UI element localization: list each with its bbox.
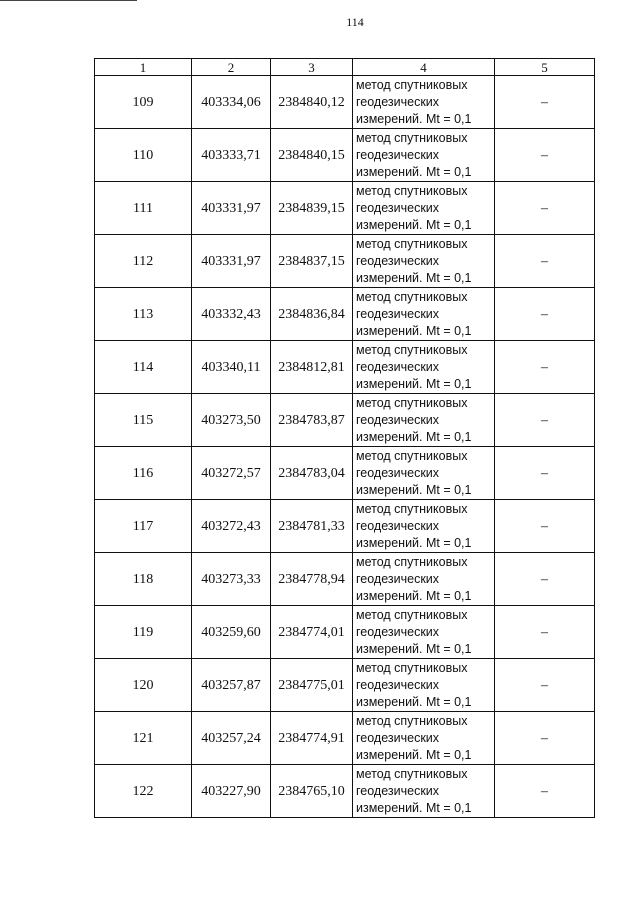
method-cell <box>353 553 495 606</box>
coordinate-x-cell: 403332,43 <box>192 288 271 341</box>
coordinate-x-cell: 403331,97 <box>192 182 271 235</box>
coordinates-table <box>94 58 595 818</box>
coordinate-y-cell: 2384783,04 <box>271 447 353 500</box>
method-line: геодезических <box>356 147 440 162</box>
method-line: геодезических <box>356 359 440 374</box>
method-line: метод спутниковых <box>356 607 468 622</box>
note-cell: – <box>495 447 595 500</box>
coordinate-x-cell: 403272,57 <box>192 447 271 500</box>
method-line: измерений. Mt = 0,1 <box>356 747 472 762</box>
method-line: геодезических <box>356 200 440 215</box>
point-number-cell: 112 <box>95 235 192 288</box>
coordinate-y-cell: 2384765,10 <box>271 765 353 818</box>
method-line: измерений. Mt = 0,1 <box>356 164 472 179</box>
coordinate-y-cell: 2384781,33 <box>271 500 353 553</box>
method-line: измерений. Mt = 0,1 <box>356 588 472 603</box>
point-number-cell: 109 <box>95 76 192 129</box>
method-cell <box>353 394 495 447</box>
coordinate-y-cell: 2384812,81 <box>271 341 353 394</box>
coordinate-x-cell: 403333,71 <box>192 129 271 182</box>
method-cell <box>353 765 495 818</box>
point-number-cell: 110 <box>95 129 192 182</box>
coordinate-x-cell: 403340,11 <box>192 341 271 394</box>
method-line: геодезических <box>356 677 440 692</box>
method-cell <box>353 606 495 659</box>
method-line: измерений. Mt = 0,1 <box>356 217 472 232</box>
coordinate-x-cell: 403273,50 <box>192 394 271 447</box>
method-cell <box>353 500 495 553</box>
coordinate-x-cell: 403257,24 <box>192 712 271 765</box>
method-line: метод спутниковых <box>356 236 468 251</box>
header-cell-3: 3 <box>271 59 353 76</box>
table-row <box>95 129 595 182</box>
method-line: измерений. Mt = 0,1 <box>356 800 472 815</box>
method-line: измерений. Mt = 0,1 <box>356 429 472 444</box>
method-line: геодезических <box>356 518 440 533</box>
note-cell: – <box>495 182 595 235</box>
note-cell: – <box>495 394 595 447</box>
point-number-cell: 115 <box>95 394 192 447</box>
table-header-row <box>95 59 595 76</box>
table-row <box>95 288 595 341</box>
method-line: метод спутниковых <box>356 766 468 781</box>
note-cell: – <box>495 606 595 659</box>
method-line: метод спутниковых <box>356 342 468 357</box>
table-row <box>95 553 595 606</box>
table-row <box>95 659 595 712</box>
coordinate-x-cell: 403227,90 <box>192 765 271 818</box>
method-line: геодезических <box>356 465 440 480</box>
method-line: метод спутниковых <box>356 289 468 304</box>
coordinate-y-cell: 2384775,01 <box>271 659 353 712</box>
coordinate-x-cell: 403331,97 <box>192 235 271 288</box>
point-number-cell: 119 <box>95 606 192 659</box>
point-number-cell: 111 <box>95 182 192 235</box>
header-cell-1: 1 <box>95 59 192 76</box>
point-number-cell: 114 <box>95 341 192 394</box>
table-row <box>95 394 595 447</box>
method-line: геодезических <box>356 412 440 427</box>
method-cell <box>353 288 495 341</box>
coordinate-y-cell: 2384836,84 <box>271 288 353 341</box>
method-line: геодезических <box>356 94 440 109</box>
note-cell: – <box>495 76 595 129</box>
method-line: геодезических <box>356 624 440 639</box>
point-number-cell: 120 <box>95 659 192 712</box>
note-cell: – <box>495 288 595 341</box>
method-line: измерений. Mt = 0,1 <box>356 323 472 338</box>
method-line: метод спутниковых <box>356 183 468 198</box>
method-cell <box>353 129 495 182</box>
point-number-cell: 116 <box>95 447 192 500</box>
table-row <box>95 765 595 818</box>
note-cell: – <box>495 341 595 394</box>
coordinate-y-cell: 2384840,12 <box>271 76 353 129</box>
table-row <box>95 76 595 129</box>
method-line: геодезических <box>356 783 440 798</box>
note-cell: – <box>495 712 595 765</box>
method-line: измерений. Mt = 0,1 <box>356 641 472 656</box>
table-row <box>95 500 595 553</box>
coordinate-x-cell: 403273,33 <box>192 553 271 606</box>
method-line: измерений. Mt = 0,1 <box>356 111 472 126</box>
method-line: геодезических <box>356 730 440 745</box>
coordinate-y-cell: 2384778,94 <box>271 553 353 606</box>
method-line: метод спутниковых <box>356 130 468 145</box>
point-number-cell: 118 <box>95 553 192 606</box>
method-line: метод спутниковых <box>356 501 468 516</box>
table-row <box>95 235 595 288</box>
coordinate-y-cell: 2384837,15 <box>271 235 353 288</box>
method-cell <box>353 659 495 712</box>
coordinate-y-cell: 2384774,91 <box>271 712 353 765</box>
method-line: измерений. Mt = 0,1 <box>356 482 472 497</box>
coordinate-y-cell: 2384839,15 <box>271 182 353 235</box>
coordinate-x-cell: 403272,43 <box>192 500 271 553</box>
coordinate-x-cell: 403257,87 <box>192 659 271 712</box>
method-line: измерений. Mt = 0,1 <box>356 535 472 550</box>
header-cell-2: 2 <box>192 59 271 76</box>
method-cell <box>353 712 495 765</box>
method-cell <box>353 182 495 235</box>
note-cell: – <box>495 235 595 288</box>
method-line: геодезических <box>356 571 440 586</box>
point-number-cell: 113 <box>95 288 192 341</box>
header-cell-5: 5 <box>495 59 595 76</box>
table-row <box>95 182 595 235</box>
method-line: метод спутниковых <box>356 77 468 92</box>
method-line: измерений. Mt = 0,1 <box>356 694 472 709</box>
note-cell: – <box>495 553 595 606</box>
point-number-cell: 117 <box>95 500 192 553</box>
top-rule <box>0 0 137 1</box>
coordinate-y-cell: 2384774,01 <box>271 606 353 659</box>
coordinate-x-cell: 403334,06 <box>192 76 271 129</box>
method-line: измерений. Mt = 0,1 <box>356 376 472 391</box>
table-row <box>95 447 595 500</box>
method-line: метод спутниковых <box>356 713 468 728</box>
method-line: геодезических <box>356 253 440 268</box>
method-line: метод спутниковых <box>356 660 468 675</box>
coordinate-y-cell: 2384840,15 <box>271 129 353 182</box>
coordinate-x-cell: 403259,60 <box>192 606 271 659</box>
table-row <box>95 712 595 765</box>
method-cell <box>353 76 495 129</box>
coordinate-y-cell: 2384783,87 <box>271 394 353 447</box>
table-row <box>95 606 595 659</box>
note-cell: – <box>495 659 595 712</box>
method-line: измерений. Mt = 0,1 <box>356 270 472 285</box>
method-cell <box>353 447 495 500</box>
method-cell <box>353 235 495 288</box>
note-cell: – <box>495 500 595 553</box>
note-cell: – <box>495 765 595 818</box>
point-number-cell: 122 <box>95 765 192 818</box>
method-line: геодезических <box>356 306 440 321</box>
point-number-cell: 121 <box>95 712 192 765</box>
table-row <box>95 341 595 394</box>
note-cell: – <box>495 129 595 182</box>
method-line: метод спутниковых <box>356 395 468 410</box>
method-line: метод спутниковых <box>356 448 468 463</box>
header-cell-4: 4 <box>353 59 495 76</box>
method-line: метод спутниковых <box>356 554 468 569</box>
table-body <box>95 59 595 818</box>
page-number: 114 <box>346 15 364 29</box>
method-cell <box>353 341 495 394</box>
